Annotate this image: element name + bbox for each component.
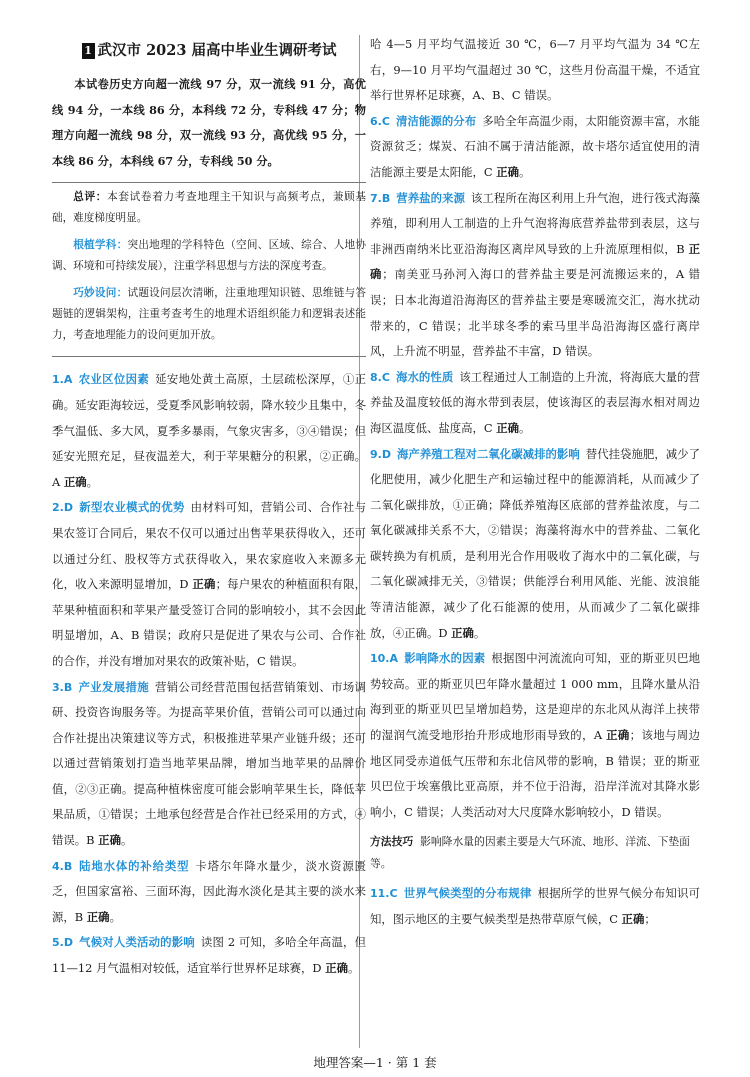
title-text: 武汉市 2023 届高中毕业生调研考试 [97, 42, 337, 59]
answer-correct-mark: 正确 [606, 728, 630, 743]
answer-1 [52, 367, 366, 495]
comment-box [52, 182, 366, 357]
answer-body: 根据所学的世界气候分布知识可知，图示地区的主要气候类型是热带草原气候，C [370, 886, 700, 926]
answer-body: 营销公司经营范围包括营销策划、市场调研、投资咨询服务等。为提高苹果价值，营销公司可以通过向合作社提出决策建议等方式，积极推进苹果产业链升级；还可以通过营销策划打造当地苹果品牌，增加当地苹果的品牌价值，②③正确。提高种植株密度可能会影响苹果生长，降低苹果品质，①错误；土地承包经营是合作社已经采用的方式，④错误。B [52, 679, 366, 848]
answer-number: 10.A [370, 652, 398, 666]
comment-head: 总评： [73, 191, 108, 204]
answer-correct-mark: 正确 [63, 474, 87, 489]
answer-tail: 。 [109, 909, 121, 924]
answer-9 [370, 442, 700, 647]
answer-tail: 。 [519, 164, 531, 179]
title-number-badge: 1 [82, 43, 95, 59]
answer-topic: 农业区位因素 [78, 372, 150, 387]
answer-topic: 影响降水的因素 [404, 651, 486, 666]
left-column [52, 40, 366, 982]
comment-text: 突出地理的学科特色（空间、区域、综合、人地协调、环境和可持续发展），注重学科思想与方法的深度考查。 [52, 239, 367, 273]
comment-text: 试题设问层次清晰，注重地理知识链、思维链与答题链的逻辑架构，注重考查考生的地理术语组织能力和逻辑表述能力，考查地理能力的设问更加开放。 [52, 287, 367, 342]
answer-topic: 世界气候类型的分布规律 [403, 886, 532, 901]
answer-6 [370, 109, 700, 186]
answer-3 [52, 675, 366, 854]
answer-correct-mark: 正确 [192, 577, 216, 592]
answer-2 [52, 495, 366, 674]
answer-topic: 新型农业模式的优势 [78, 500, 185, 515]
answer-10 [370, 646, 700, 825]
answer-body: 读图 2 可知，多哈全年高温，但 11—12 月气温相对较低，适宜举行世界杯足球赛，D [52, 935, 366, 976]
method-tip-text: 影响降水量的因素主要是大气环流、地形、洋流、下垫面等。 [370, 835, 690, 871]
answer-body: 延安地处黄土高原，土层疏松深厚，①正确。延安距海较远，受夏季风影响较弱，降水较少且集中，冬季气温低、多大风，夏季多暴雨，气象灾害多，③④错误；但延安光照充足，昼夜温差大，利于苹果糖分的积累，②正确。A [52, 372, 366, 489]
answer-body: 根据图中河流流向可知，亚的斯亚贝巴地势较高。亚的斯亚贝巴年降水量超过 1 000 mm，且降水量从沿海到亚的斯亚贝巴呈增加趋势，这是迎岸的东北风从海洋上挟带的湿润气流受地形抬升形成地形雨导致的，A [370, 651, 700, 743]
comment-question-design [52, 283, 366, 346]
answer-topic: 产业发展措施 [78, 679, 150, 694]
answer-11 [370, 881, 700, 932]
answer-8 [370, 365, 700, 442]
answer-tail: 。 [120, 833, 133, 848]
answer-number: 6.C [370, 114, 390, 128]
answer-number: 5.D [52, 936, 73, 950]
answer-body: 由材料可知，营销公司、合作社与果农签订合同后，果农不仅可以通过出售苹果获得收入，还可以通过分红、股权等方式获得收入，果农家庭收入来源多元化，收入来源明显增加，D [52, 500, 366, 592]
answer-tail: 。 [473, 625, 486, 640]
answer-correct-mark: 正确 [451, 625, 474, 640]
answer-correct-mark: 正确 [98, 833, 121, 848]
method-tip-head: 方法技巧 [370, 835, 414, 849]
answer-body: 替代挂袋施肥，减少了化肥使用，减少化肥生产和运输过程中的能源消耗，从而减少了二氧化碳排放，①正确；降低养殖海区底部的营养盐浓度，与二氧化碳减排关系不大，②错误；海藻将海水中的营养盐、二氧化碳转换为有机质，是利用光合作用吸收了海水中的二氧化碳，与二氧化碳减排无关，③错误；供能浮台利用风能、光能、波浪能等清洁能源，减少了化石能源的使用，从而减少了二氧化碳排放，④正确。D [370, 446, 700, 640]
answer-number: 1.A [52, 373, 73, 387]
answer-correct-mark: 正确 [621, 912, 645, 926]
method-tip [370, 831, 700, 875]
answer-topic: 营养盐的来源 [396, 190, 465, 205]
answer-tail: ；南美亚马孙河入海口的营养盐主要是河流搬运来的，A 错误；日本北海道沿海海区的营养盐主要是寒暖流交汇，海水扰动带来的，C 错误；北半球冬季的索马里半岛沿海海区盛行离岸风，上升流不明显，营养盐不丰富，D 错误。 [370, 267, 700, 359]
answer-topic: 气候对人类活动的影响 [78, 935, 195, 950]
answer-tail: 。 [519, 420, 531, 435]
answer-number: 8.C [370, 370, 390, 384]
answer-body: 卡塔尔年降水量少，淡水资源匮乏，但国家富裕、三面环海，因此海水淡化是其主要的淡水来源，B [52, 858, 366, 924]
answer-number: 4.B [52, 859, 73, 873]
score-lines: 本试卷历史方向超一流线 97 分，双一流线 91 分，高优线 94 分，一本线 86 分，本科线 72 分，专科线 47 分；物理方向超一流线 98 分，双一流线 93 分，高优线 95 分，一本线 86 分，本科线 67 分，专科线 50 分。 [52, 77, 366, 168]
answer-topic: 陆地水体的补给类型 [78, 858, 190, 873]
answer-tail: ； [644, 912, 656, 926]
answer-topic: 海产养殖工程对二氧化碳减排的影响 [396, 446, 580, 461]
answer-body: 该工程通过人工制造的上升流，将海底大量的营养盐及温度较低的海水带到表层，使该海区的表层海水相对周边海区温度低、盐度高，C [370, 369, 700, 435]
answer-correct-mark: 正确 [496, 164, 520, 179]
page-footer: 地理答案—1 · 第 1 套 [313, 1055, 437, 1070]
answer-number: 11.C [370, 887, 398, 901]
comment-head: 根植学科： [73, 239, 128, 252]
answer-4 [52, 854, 366, 931]
comment-overall [52, 187, 366, 229]
left-answers [52, 367, 366, 981]
answer-tail: ；每户果农的种植面积有限，苹果种植面积和苹果产量受签订合同的影响较小，其不会因此明显增加，A、B 错误；政府只是促进了果农与公司、合作社的合作，并没有增加对果农的政策补贴，C 错误。 [52, 577, 366, 668]
exam-title [52, 40, 366, 62]
answer-number: 9.D [370, 447, 391, 461]
comment-discipline [52, 235, 366, 277]
answer-number: 7.B [370, 191, 391, 205]
answer-5-continued: 哈 4—5 月平均气温接近 30 ℃，6—7 月平均气温为 34 ℃左右，9—10 月平均气温超过 30 ℃，这些月份高温干燥，不适宜举行世界杯足球赛，A、B、C 错误。 [370, 37, 700, 103]
answer-5 [52, 930, 366, 981]
answer-7 [370, 186, 700, 365]
answer-body: 该工程所在海区利用上升气泡，进行筏式海藻养殖，即利用人工制造的上升气泡将海底营养盐带到表层，这与非洲西南纳米比亚沿海海区离岸风导致的上升流原理相似，B [370, 190, 700, 256]
answer-tail: 。 [86, 474, 99, 489]
answer-correct-mark: 正确 [86, 909, 110, 924]
answer-tail: ；该地与周边地区同受赤道低气压带和东北信风带的影响，B 错误；亚的斯亚贝巴位于埃塞俄比亚高原，并不位于沿海，沿岸洋流对其降水影响小，C 错误；人类活动对大尺度降水影响较小，D 错误。 [370, 728, 700, 819]
comment-text: 本套试卷着力考查地理主干知识与高频考点，兼顾基础，难度梯度明显。 [52, 191, 367, 225]
answer-topic: 海水的性质 [395, 369, 454, 384]
answer-correct-mark: 正确 [496, 420, 520, 435]
answer-correct-mark: 正确 [325, 961, 348, 976]
answer-number: 2.D [52, 501, 73, 515]
comment-head: 巧妙设问： [73, 287, 128, 300]
answer-tail: 。 [347, 961, 360, 976]
right-column [370, 32, 700, 933]
answer-correct-mark: 正确 [370, 241, 700, 282]
answer-body: 多哈全年高温少雨，太阳能资源丰富，水能资源贫乏；煤炭、石油不属于清洁能源，故卡塔尔适宜使用的清洁能源主要是太阳能，C [370, 113, 700, 179]
answer-number: 3.B [52, 680, 73, 694]
answer-topic: 清洁能源的分布 [395, 113, 477, 128]
